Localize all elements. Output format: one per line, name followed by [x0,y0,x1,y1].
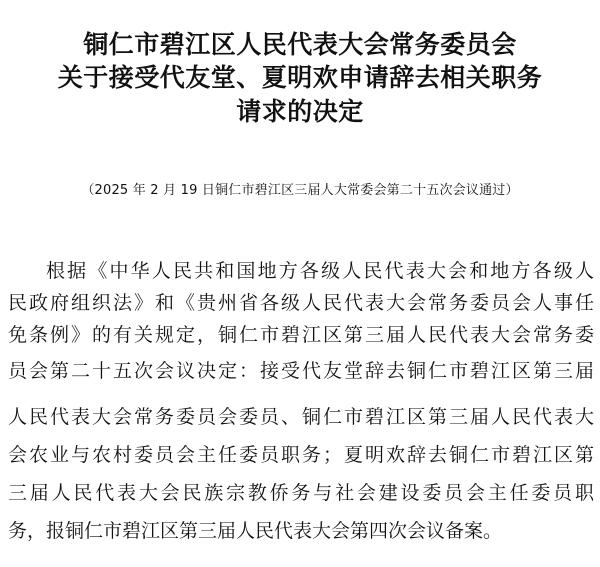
body-line-6: 会农业与农村委员会主任委员职务；夏明欢辞去铜仁市碧江区第 [8,444,594,466]
adoption-note: （2025 年 2 月 19 日铜仁市碧江区三届人大常委会第二十五次会议通过） [81,183,519,198]
body-line-4: 员会第二十五次会议决定：接受代友堂辞去铜仁市碧江区第三届 [8,360,594,382]
document-title-line-3: 请求的决定 [236,97,364,126]
document-title-line-2: 关于接受代友堂、夏明欢申请辞去相关职务 [57,63,543,92]
body-line-8: 务，报铜仁市碧江区第三届人民代表大会第四次会议备案。 [8,520,503,542]
body-line-7: 三届人民代表大会民族宗教侨务与社会建设委员会主任委员职 [8,482,594,504]
body-line-5: 人民代表大会常务委员会委员、铜仁市碧江区第三届人民代表大 [8,406,594,428]
body-line-1: 根据《中华人民共和国地方各级人民代表大会和地方各级人 [46,260,594,282]
body-line-2: 民政府组织法》和《贵州省各级人民代表大会常务委员会人事任 [8,292,594,314]
document-title-line-1: 铜仁市碧江区人民代表大会常务委员会 [83,30,517,59]
body-line-3: 免条例》的有关规定，铜仁市碧江区第三届人民代表大会常务委 [8,324,594,346]
